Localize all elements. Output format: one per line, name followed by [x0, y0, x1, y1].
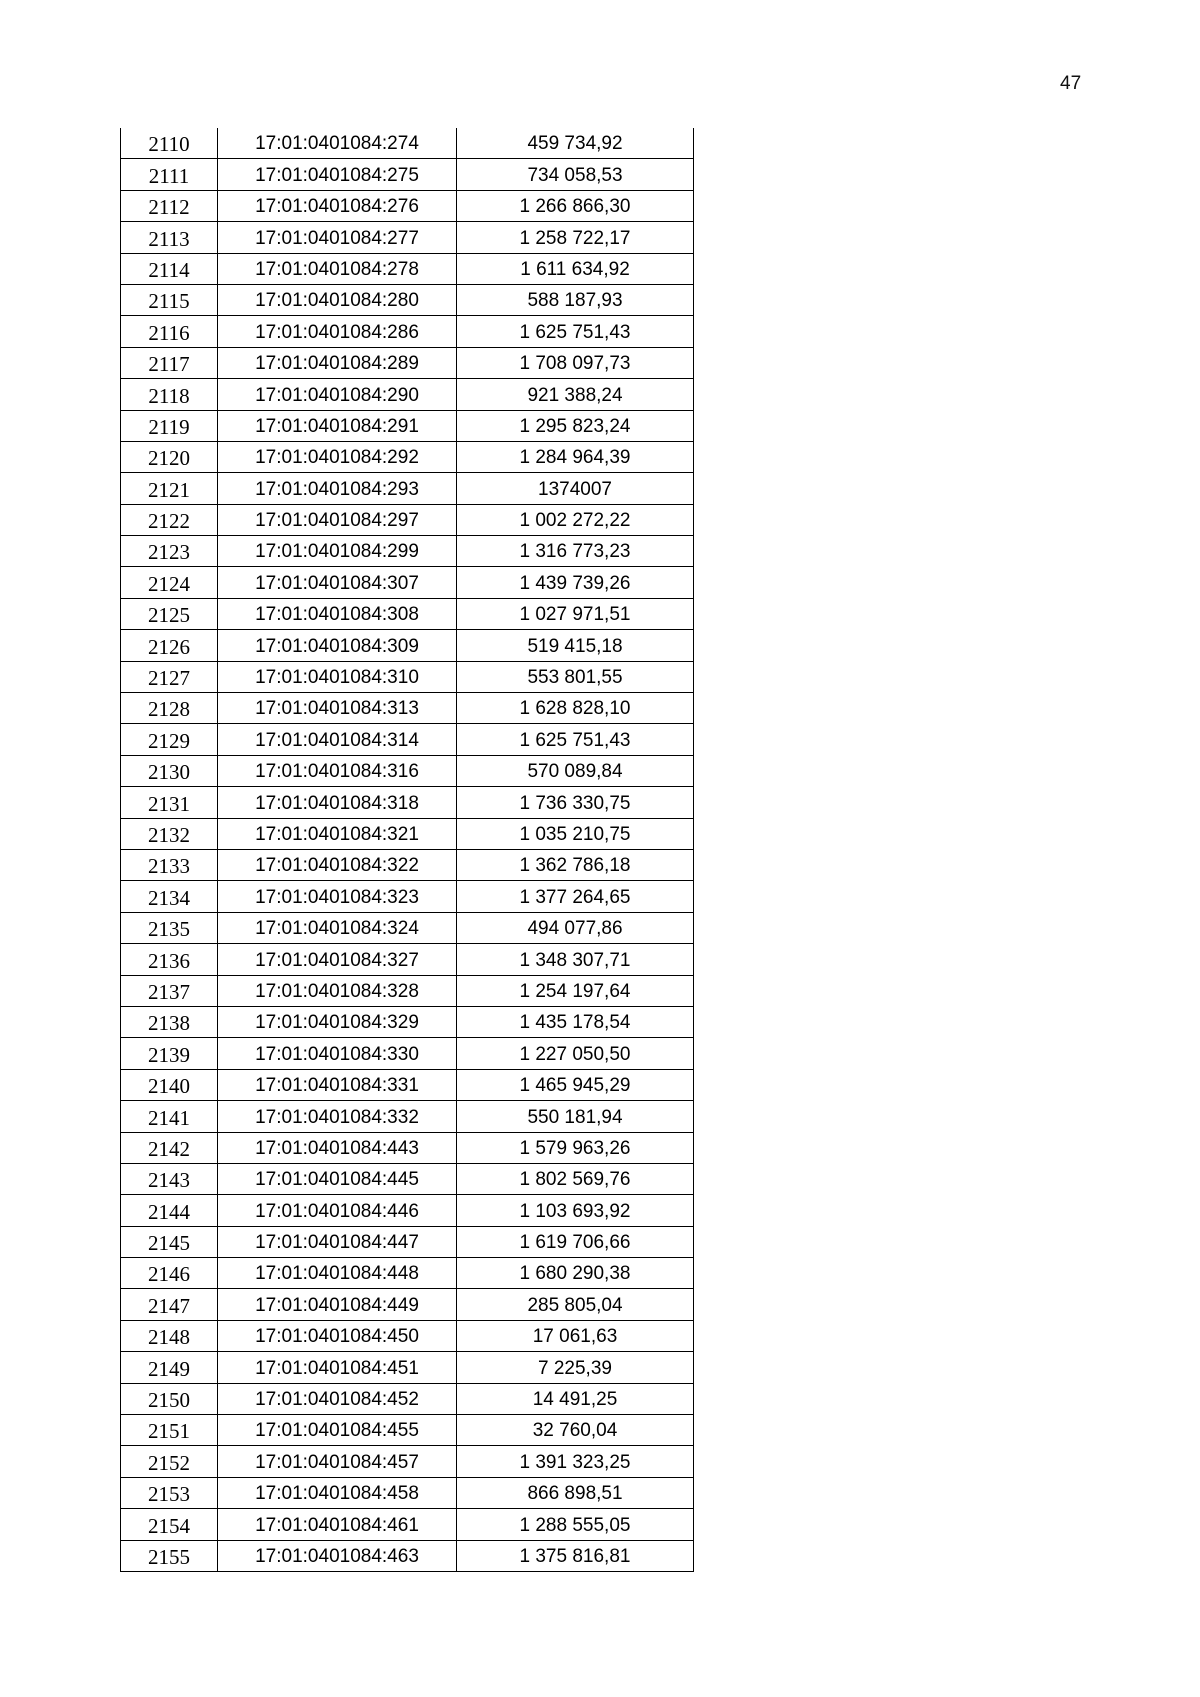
row-number-cell: 2141	[121, 1101, 218, 1132]
cadastral-number-cell: 17:01:0401084:451	[218, 1352, 457, 1383]
cadastral-number-cell: 17:01:0401084:277	[218, 222, 457, 253]
table-row	[121, 944, 694, 975]
row-number-cell: 2132	[121, 818, 218, 849]
table-row	[121, 410, 694, 441]
cadastral-value-cell: 1 284 964,39	[457, 441, 694, 472]
cadastral-number-cell: 17:01:0401084:461	[218, 1509, 457, 1540]
row-number-cell: 2124	[121, 567, 218, 598]
table-row	[121, 1383, 694, 1414]
cadastral-value-cell: 1 375 816,81	[457, 1540, 694, 1571]
cadastral-number-cell: 17:01:0401084:309	[218, 630, 457, 661]
table-row	[121, 1006, 694, 1037]
row-number-cell: 2118	[121, 379, 218, 410]
row-number-cell: 2144	[121, 1195, 218, 1226]
cadastral-value-cell: 588 187,93	[457, 284, 694, 315]
cadastral-number-cell: 17:01:0401084:452	[218, 1383, 457, 1414]
row-number-cell: 2123	[121, 536, 218, 567]
cadastral-value-cell: 570 089,84	[457, 755, 694, 786]
row-number-cell: 2143	[121, 1163, 218, 1194]
table-row	[121, 159, 694, 190]
table-row	[121, 755, 694, 786]
cadastral-number-cell: 17:01:0401084:329	[218, 1006, 457, 1037]
cadastral-number-cell: 17:01:0401084:458	[218, 1477, 457, 1508]
cadastral-value-cell: 7 225,39	[457, 1352, 694, 1383]
row-number-cell: 2133	[121, 849, 218, 880]
table-row	[121, 1509, 694, 1540]
table-row	[121, 661, 694, 692]
table-row	[121, 441, 694, 472]
cadastral-number-cell: 17:01:0401084:291	[218, 410, 457, 441]
table-row	[121, 693, 694, 724]
table-row	[121, 567, 694, 598]
cadastral-number-cell: 17:01:0401084:443	[218, 1132, 457, 1163]
cadastral-value-cell: 734 058,53	[457, 159, 694, 190]
cadastral-value-cell: 1 254 197,64	[457, 975, 694, 1006]
row-number-cell: 2142	[121, 1132, 218, 1163]
cadastral-value-cell: 1 316 773,23	[457, 536, 694, 567]
row-number-cell: 2111	[121, 159, 218, 190]
cadastral-value-cell: 1 362 786,18	[457, 849, 694, 880]
row-number-cell: 2152	[121, 1446, 218, 1477]
cadastral-number-cell: 17:01:0401084:322	[218, 849, 457, 880]
cadastral-value-cell: 519 415,18	[457, 630, 694, 661]
cadastral-value-cell: 1 103 693,92	[457, 1195, 694, 1226]
cadastral-number-cell: 17:01:0401084:447	[218, 1226, 457, 1257]
row-number-cell: 2114	[121, 253, 218, 284]
cadastral-value-cell: 1 619 706,66	[457, 1226, 694, 1257]
table-row	[121, 1289, 694, 1320]
cadastral-number-cell: 17:01:0401084:332	[218, 1101, 457, 1132]
row-number-cell: 2148	[121, 1320, 218, 1351]
cadastral-number-cell: 17:01:0401084:448	[218, 1258, 457, 1289]
row-number-cell: 2137	[121, 975, 218, 1006]
table-row	[121, 849, 694, 880]
row-number-cell: 2116	[121, 316, 218, 347]
cadastral-number-cell: 17:01:0401084:314	[218, 724, 457, 755]
row-number-cell: 2125	[121, 598, 218, 629]
cadastral-value-cell: 1 611 634,92	[457, 253, 694, 284]
row-number-cell: 2155	[121, 1540, 218, 1571]
row-number-cell: 2146	[121, 1258, 218, 1289]
table-row	[121, 1195, 694, 1226]
table-row	[121, 1163, 694, 1194]
row-number-cell: 2145	[121, 1226, 218, 1257]
table-row	[121, 284, 694, 315]
row-number-cell: 2138	[121, 1006, 218, 1037]
cadastral-value-cell: 1 625 751,43	[457, 724, 694, 755]
cadastral-number-cell: 17:01:0401084:275	[218, 159, 457, 190]
table-row	[121, 724, 694, 755]
cadastral-number-cell: 17:01:0401084:450	[218, 1320, 457, 1351]
cadastral-number-cell: 17:01:0401084:445	[218, 1163, 457, 1194]
cadastral-value-cell: 1 035 210,75	[457, 818, 694, 849]
cadastral-number-cell: 17:01:0401084:293	[218, 473, 457, 504]
cadastral-value-cell: 459 734,92	[457, 128, 694, 159]
table-row	[121, 1320, 694, 1351]
table-body	[121, 128, 694, 1571]
cadastral-value-cell: 14 491,25	[457, 1383, 694, 1414]
cadastral-value-cell: 866 898,51	[457, 1477, 694, 1508]
cadastral-value-cell: 32 760,04	[457, 1415, 694, 1446]
row-number-cell: 2119	[121, 410, 218, 441]
row-number-cell: 2130	[121, 755, 218, 786]
table-row	[121, 1258, 694, 1289]
cadastral-value-cell: 1 736 330,75	[457, 787, 694, 818]
cadastral-value-cell: 921 388,24	[457, 379, 694, 410]
table-row	[121, 128, 694, 159]
cadastral-number-cell: 17:01:0401084:318	[218, 787, 457, 818]
table-row	[121, 881, 694, 912]
row-number-cell: 2134	[121, 881, 218, 912]
cadastral-value-cell: 1 625 751,43	[457, 316, 694, 347]
cadastral-number-cell: 17:01:0401084:313	[218, 693, 457, 724]
row-number-cell: 2126	[121, 630, 218, 661]
cadastral-number-cell: 17:01:0401084:463	[218, 1540, 457, 1571]
cadastral-number-cell: 17:01:0401084:455	[218, 1415, 457, 1446]
table-row	[121, 1540, 694, 1571]
cadastral-value-cell: 1 579 963,26	[457, 1132, 694, 1163]
row-number-cell: 2147	[121, 1289, 218, 1320]
table-row	[121, 787, 694, 818]
cadastral-number-cell: 17:01:0401084:324	[218, 912, 457, 943]
table-row	[121, 316, 694, 347]
cadastral-value-cell: 1 680 290,38	[457, 1258, 694, 1289]
table-row	[121, 253, 694, 284]
cadastral-number-cell: 17:01:0401084:328	[218, 975, 457, 1006]
row-number-cell: 2110	[121, 128, 218, 159]
row-number-cell: 2117	[121, 347, 218, 378]
cadastral-value-cell: 1 377 264,65	[457, 881, 694, 912]
cadastral-value-cell: 1 708 097,73	[457, 347, 694, 378]
table-row	[121, 818, 694, 849]
row-number-cell: 2139	[121, 1038, 218, 1069]
cadastral-value-cell: 1 628 828,10	[457, 693, 694, 724]
cadastral-value-cell: 1 348 307,71	[457, 944, 694, 975]
cadastral-value-cell: 1 288 555,05	[457, 1509, 694, 1540]
cadastral-number-cell: 17:01:0401084:297	[218, 504, 457, 535]
table-row	[121, 1101, 694, 1132]
row-number-cell: 2115	[121, 284, 218, 315]
cadastral-value-cell: 1 802 569,76	[457, 1163, 694, 1194]
row-number-cell: 2120	[121, 441, 218, 472]
row-number-cell: 2131	[121, 787, 218, 818]
cadastral-number-cell: 17:01:0401084:292	[218, 441, 457, 472]
cadastral-number-cell: 17:01:0401084:331	[218, 1069, 457, 1100]
row-number-cell: 2122	[121, 504, 218, 535]
cadastral-number-cell: 17:01:0401084:276	[218, 190, 457, 221]
cadastral-value-table	[120, 128, 694, 1572]
cadastral-value-cell: 1 435 178,54	[457, 1006, 694, 1037]
row-number-cell: 2129	[121, 724, 218, 755]
cadastral-number-cell: 17:01:0401084:316	[218, 755, 457, 786]
row-number-cell: 2154	[121, 1509, 218, 1540]
cadastral-value-cell: 1 258 722,17	[457, 222, 694, 253]
cadastral-number-cell: 17:01:0401084:446	[218, 1195, 457, 1226]
table-row	[121, 1226, 694, 1257]
table-row	[121, 379, 694, 410]
cadastral-value-cell: 285 805,04	[457, 1289, 694, 1320]
table-row	[121, 598, 694, 629]
cadastral-number-cell: 17:01:0401084:286	[218, 316, 457, 347]
table-row	[121, 1352, 694, 1383]
cadastral-value-cell: 17 061,63	[457, 1320, 694, 1351]
cadastral-number-cell: 17:01:0401084:449	[218, 1289, 457, 1320]
page-number: 47	[1060, 73, 1082, 94]
cadastral-number-cell: 17:01:0401084:327	[218, 944, 457, 975]
row-number-cell: 2149	[121, 1352, 218, 1383]
cadastral-number-cell: 17:01:0401084:308	[218, 598, 457, 629]
table-row	[121, 1038, 694, 1069]
table-row	[121, 1446, 694, 1477]
table-row	[121, 975, 694, 1006]
table-row	[121, 1132, 694, 1163]
table-row	[121, 912, 694, 943]
cadastral-number-cell: 17:01:0401084:299	[218, 536, 457, 567]
row-number-cell: 2150	[121, 1383, 218, 1414]
table-row	[121, 1477, 694, 1508]
cadastral-number-cell: 17:01:0401084:289	[218, 347, 457, 378]
row-number-cell: 2121	[121, 473, 218, 504]
cadastral-number-cell: 17:01:0401084:278	[218, 253, 457, 284]
cadastral-value-cell: 1 391 323,25	[457, 1446, 694, 1477]
table-row	[121, 473, 694, 504]
table-row	[121, 347, 694, 378]
cadastral-value-cell: 1 266 866,30	[457, 190, 694, 221]
cadastral-value-cell: 1 027 971,51	[457, 598, 694, 629]
cadastral-number-cell: 17:01:0401084:307	[218, 567, 457, 598]
table-row	[121, 1069, 694, 1100]
cadastral-number-cell: 17:01:0401084:290	[218, 379, 457, 410]
table-row	[121, 190, 694, 221]
cadastral-value-cell: 553 801,55	[457, 661, 694, 692]
cadastral-number-cell: 17:01:0401084:330	[218, 1038, 457, 1069]
cadastral-number-cell: 17:01:0401084:457	[218, 1446, 457, 1477]
table-row	[121, 504, 694, 535]
cadastral-value-cell: 1 465 945,29	[457, 1069, 694, 1100]
cadastral-value-cell: 1 002 272,22	[457, 504, 694, 535]
cadastral-number-cell: 17:01:0401084:323	[218, 881, 457, 912]
row-number-cell: 2128	[121, 693, 218, 724]
row-number-cell: 2140	[121, 1069, 218, 1100]
cadastral-number-cell: 17:01:0401084:280	[218, 284, 457, 315]
row-number-cell: 2136	[121, 944, 218, 975]
table-row	[121, 536, 694, 567]
cadastral-value-cell: 1 295 823,24	[457, 410, 694, 441]
table-row	[121, 1415, 694, 1446]
table-row	[121, 630, 694, 661]
row-number-cell: 2153	[121, 1477, 218, 1508]
cadastral-value-cell: 494 077,86	[457, 912, 694, 943]
cadastral-number-cell: 17:01:0401084:310	[218, 661, 457, 692]
cadastral-value-cell: 550 181,94	[457, 1101, 694, 1132]
row-number-cell: 2112	[121, 190, 218, 221]
cadastral-number-cell: 17:01:0401084:274	[218, 128, 457, 159]
row-number-cell: 2151	[121, 1415, 218, 1446]
table-row	[121, 222, 694, 253]
row-number-cell: 2135	[121, 912, 218, 943]
cadastral-number-cell: 17:01:0401084:321	[218, 818, 457, 849]
row-number-cell: 2113	[121, 222, 218, 253]
cadastral-value-cell: 1 227 050,50	[457, 1038, 694, 1069]
row-number-cell: 2127	[121, 661, 218, 692]
cadastral-value-cell: 1 439 739,26	[457, 567, 694, 598]
cadastral-value-cell: 1374007	[457, 473, 694, 504]
